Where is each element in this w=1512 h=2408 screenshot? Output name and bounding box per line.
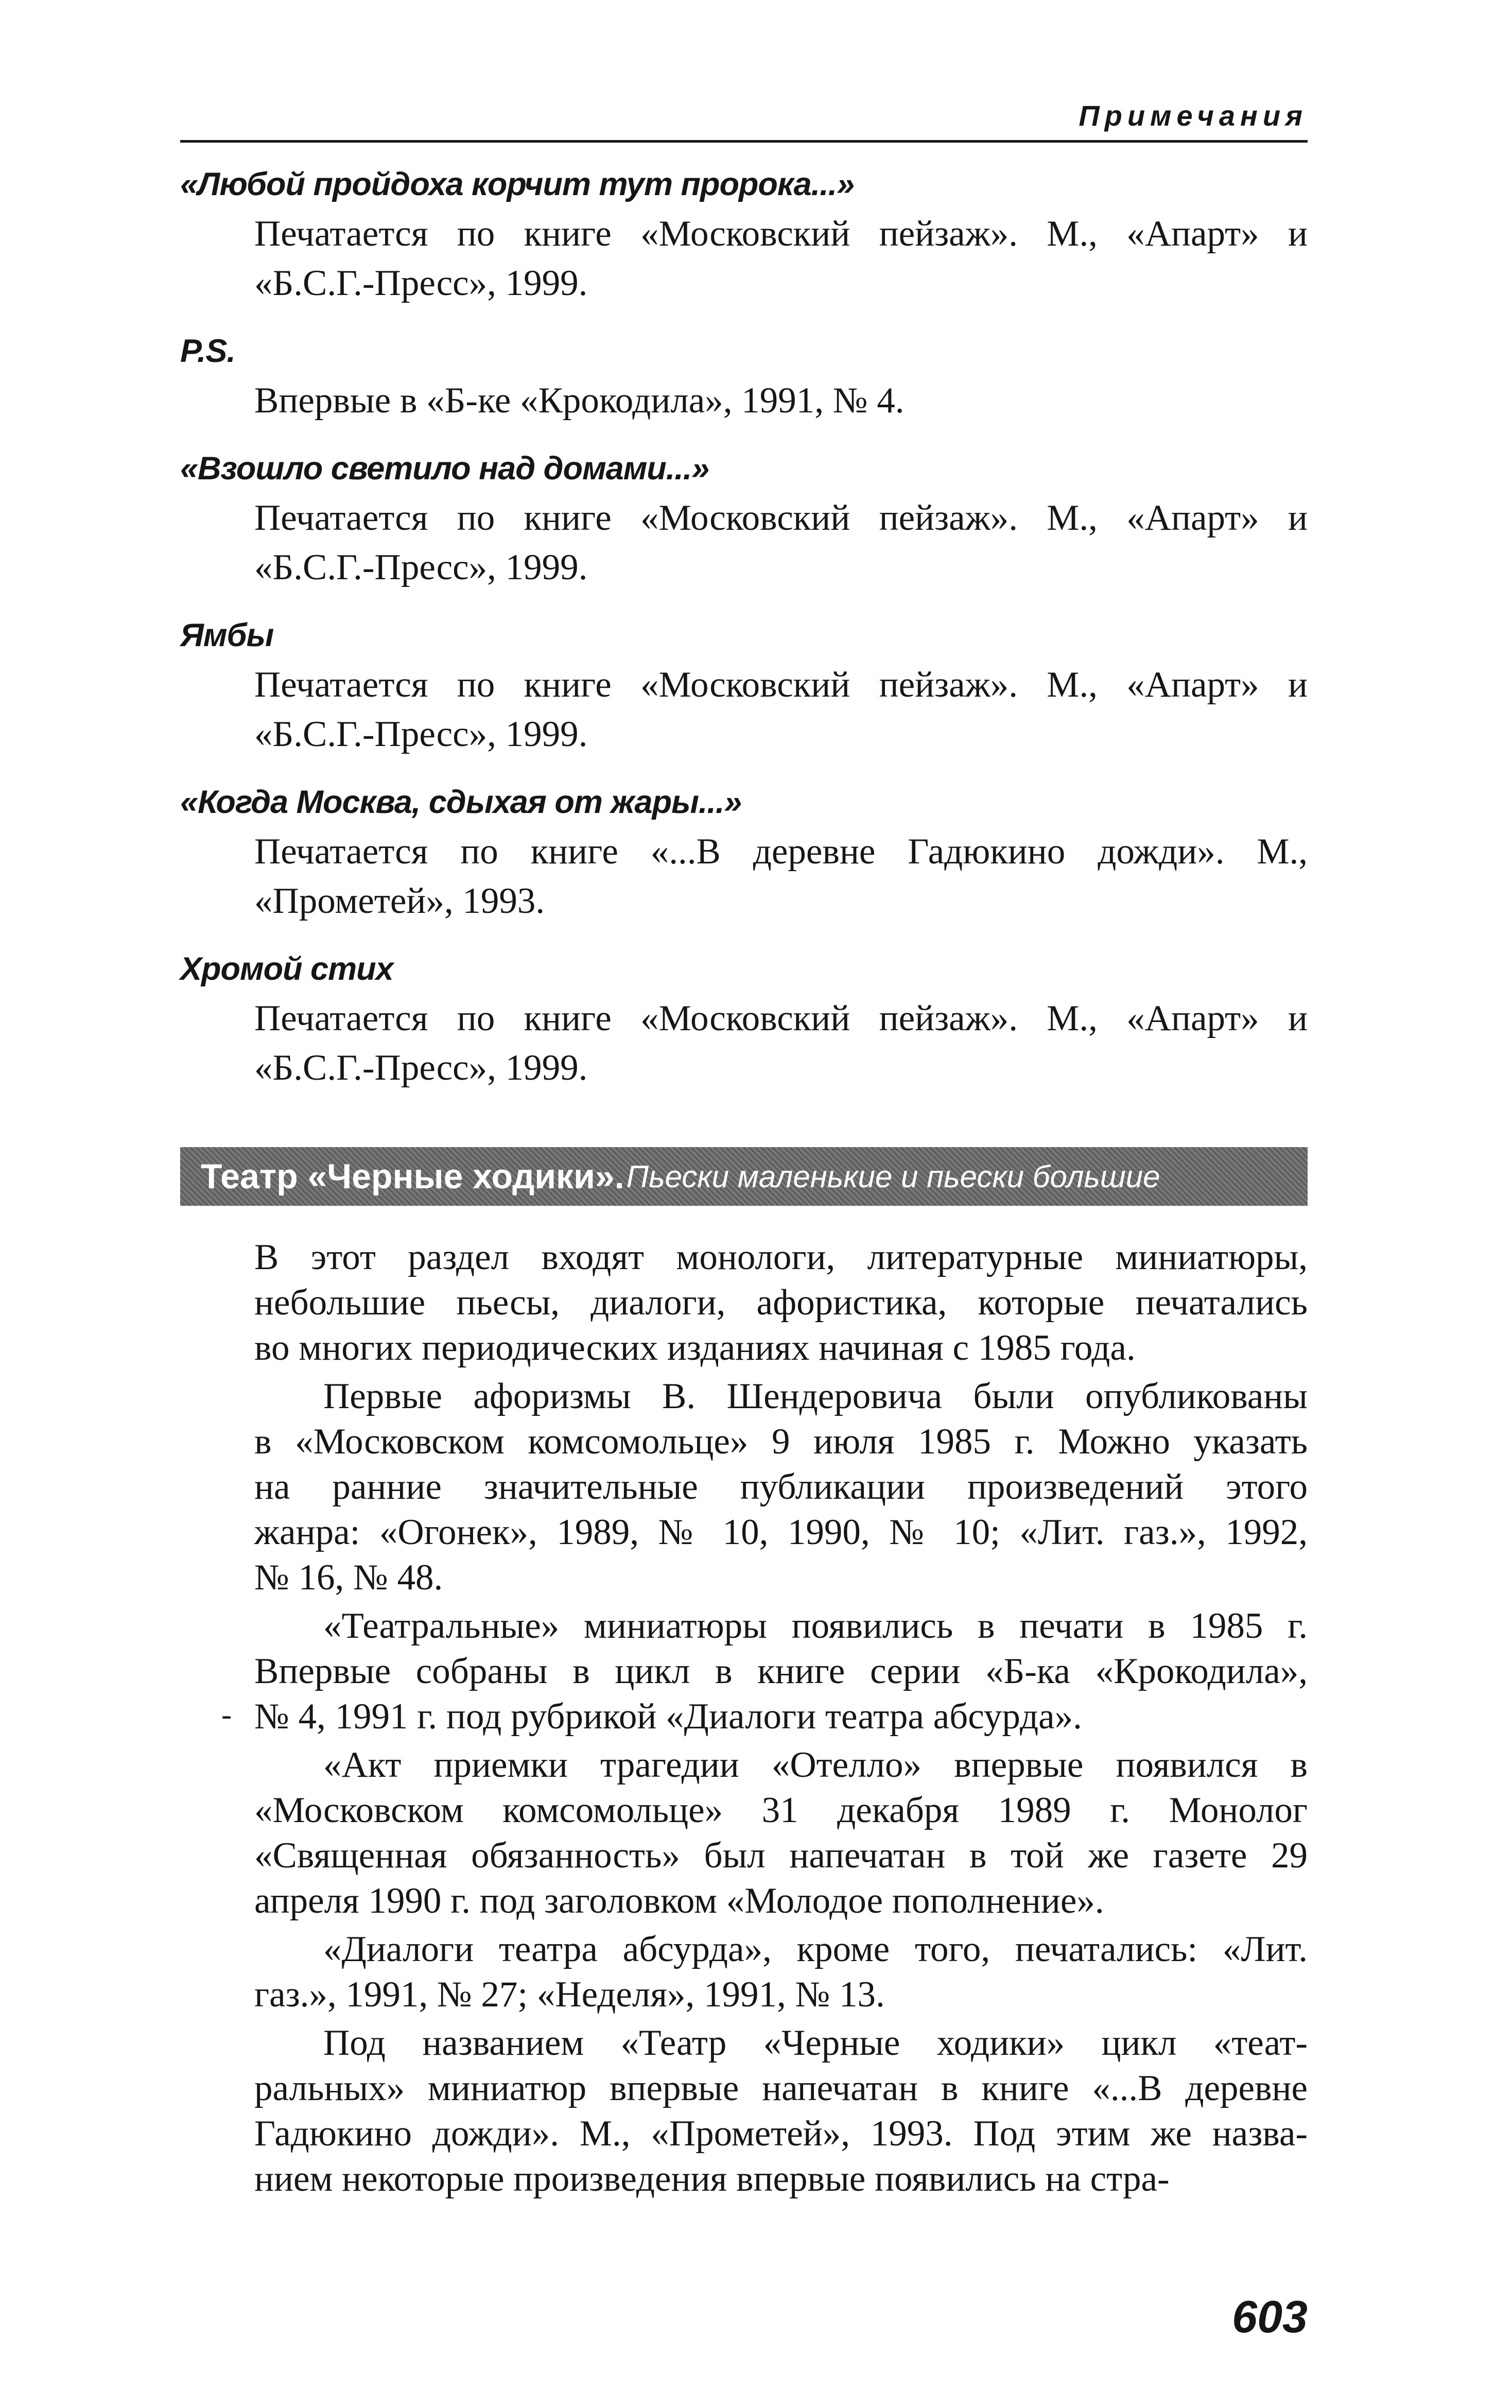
text-line: в «Московском комсомольце» 9 июля 1985 г. Можно указать (254, 1422, 1308, 1462)
note-body (254, 209, 1308, 308)
note-line: «Б.С.Г.-Пресс», 1999. (254, 714, 588, 754)
note-body (254, 660, 1308, 759)
note-line: Печатается по книге «Московский пейзаж». М., «Апарт» и (254, 665, 1308, 705)
text-line: Впервые собраны в цикл в книге серии «Б-ка «Крокодила», (254, 1651, 1308, 1691)
text-line: № 16, № 48. (254, 1557, 443, 1598)
note-line: Печатается по книге «Московский пейзаж». М., «Апарт» и (254, 498, 1308, 538)
text-line: «Акт приемки трагедии «Отелло» впервые появился в (323, 1745, 1308, 1785)
paragraph (254, 1927, 1308, 2017)
note-line: «Прометей», 1993. (254, 881, 545, 921)
notes-list (180, 160, 1308, 1111)
text-line: нием некоторые произведения впервые появились на стра- (254, 2159, 1170, 2199)
text-line: Под названием «Театр «Черные ходики» цикл «теат- (323, 2023, 1308, 2063)
paragraph (254, 1603, 1308, 1739)
paragraph (254, 2020, 1308, 2202)
text-line: газ.», 1991, № 27; «Неделя», 1991, № 13. (254, 1974, 885, 2015)
note-line: «Б.С.Г.-Пресс», 1999. (254, 263, 588, 303)
paragraph (254, 1374, 1308, 1600)
text-line: «Диалоги театра абсурда», кроме того, печатались: «Лит. (323, 1929, 1308, 1969)
paragraph (254, 1742, 1308, 1924)
note-line: «Б.С.Г.-Пресс», 1999. (254, 1048, 588, 1088)
note-line: Печатается по книге «Московский пейзаж». М., «Апарт» и (254, 214, 1308, 254)
note-title: «Когда Москва, сдыхая от жары...» (180, 784, 742, 820)
note-title: Хромой стих (180, 951, 393, 987)
text-line: во многих периодических изданиях начиная с 1985 года. (254, 1328, 1136, 1368)
page-number: 603 (1232, 2291, 1308, 2342)
text-line: Первые афоризмы В. Шендеровича были опубликованы (323, 1376, 1308, 1416)
note-line: Печатается по книге «Московский пейзаж». М., «Апарт» и (254, 998, 1308, 1038)
section-subtitle: Пьески маленькие и пьески большие (626, 1159, 1160, 1194)
text-line: апреля 1990 г. под заголовком «Молодое пополнение». (254, 1881, 1104, 1921)
text-line: ральных» миниатюр впервые напечатан в книге «...В деревне (254, 2068, 1308, 2108)
note-title: «Любой пройдоха корчит тут пророка...» (180, 166, 855, 202)
note-body (254, 493, 1308, 592)
note-line: Впервые в «Б-ке «Крокодила», 1991, № 4. (254, 380, 905, 421)
note-title: «Взошло светило над домами...» (180, 451, 709, 487)
text-line: Гадюкино дожди». М., «Прометей», 1993. Под этим же назва- (254, 2114, 1308, 2154)
text-line: жанра: «Огонек», 1989, № 10, 1990, № 10; «Лит. газ.», 1992, (254, 1512, 1308, 1552)
text-line: на ранние значительные публикации произведений этого (254, 1467, 1308, 1507)
margin-mark: - (221, 1697, 232, 1731)
text-line: «Театральные» миниатюры появились в печати в 1985 г. (323, 1606, 1308, 1646)
text-line: «Московском комсомольце» 31 декабря 1989 г. Монолог (254, 1790, 1308, 1830)
section-title: Театр «Черные ходики». (201, 1157, 624, 1196)
paragraph (254, 1235, 1308, 1371)
text-line: «Священная обязанность» был напечатан в той же газете 29 (254, 1835, 1308, 1876)
section-banner (180, 1147, 1308, 1206)
note-body (254, 376, 1308, 425)
note-line: «Б.С.Г.-Пресс», 1999. (254, 547, 588, 587)
text-line: № 4, 1991 г. под рубрикой «Диалоги театра абсурда». (254, 1696, 1082, 1737)
header-rule (180, 140, 1308, 143)
text-line: В этот раздел входят монологи, литературные миниатюры, (254, 1237, 1308, 1277)
section-body (254, 1235, 1308, 2205)
note-title: P.S. (180, 333, 235, 369)
note-body (254, 827, 1308, 926)
note-title: Ямбы (180, 617, 274, 653)
running-head: Примечания (1079, 99, 1308, 132)
text-line: небольшие пьесы, диалоги, афористика, которые печатались (254, 1283, 1308, 1323)
note-line: Печатается по книге «...В деревне Гадюкино дожди». М., (254, 831, 1308, 872)
note-body (254, 994, 1308, 1093)
